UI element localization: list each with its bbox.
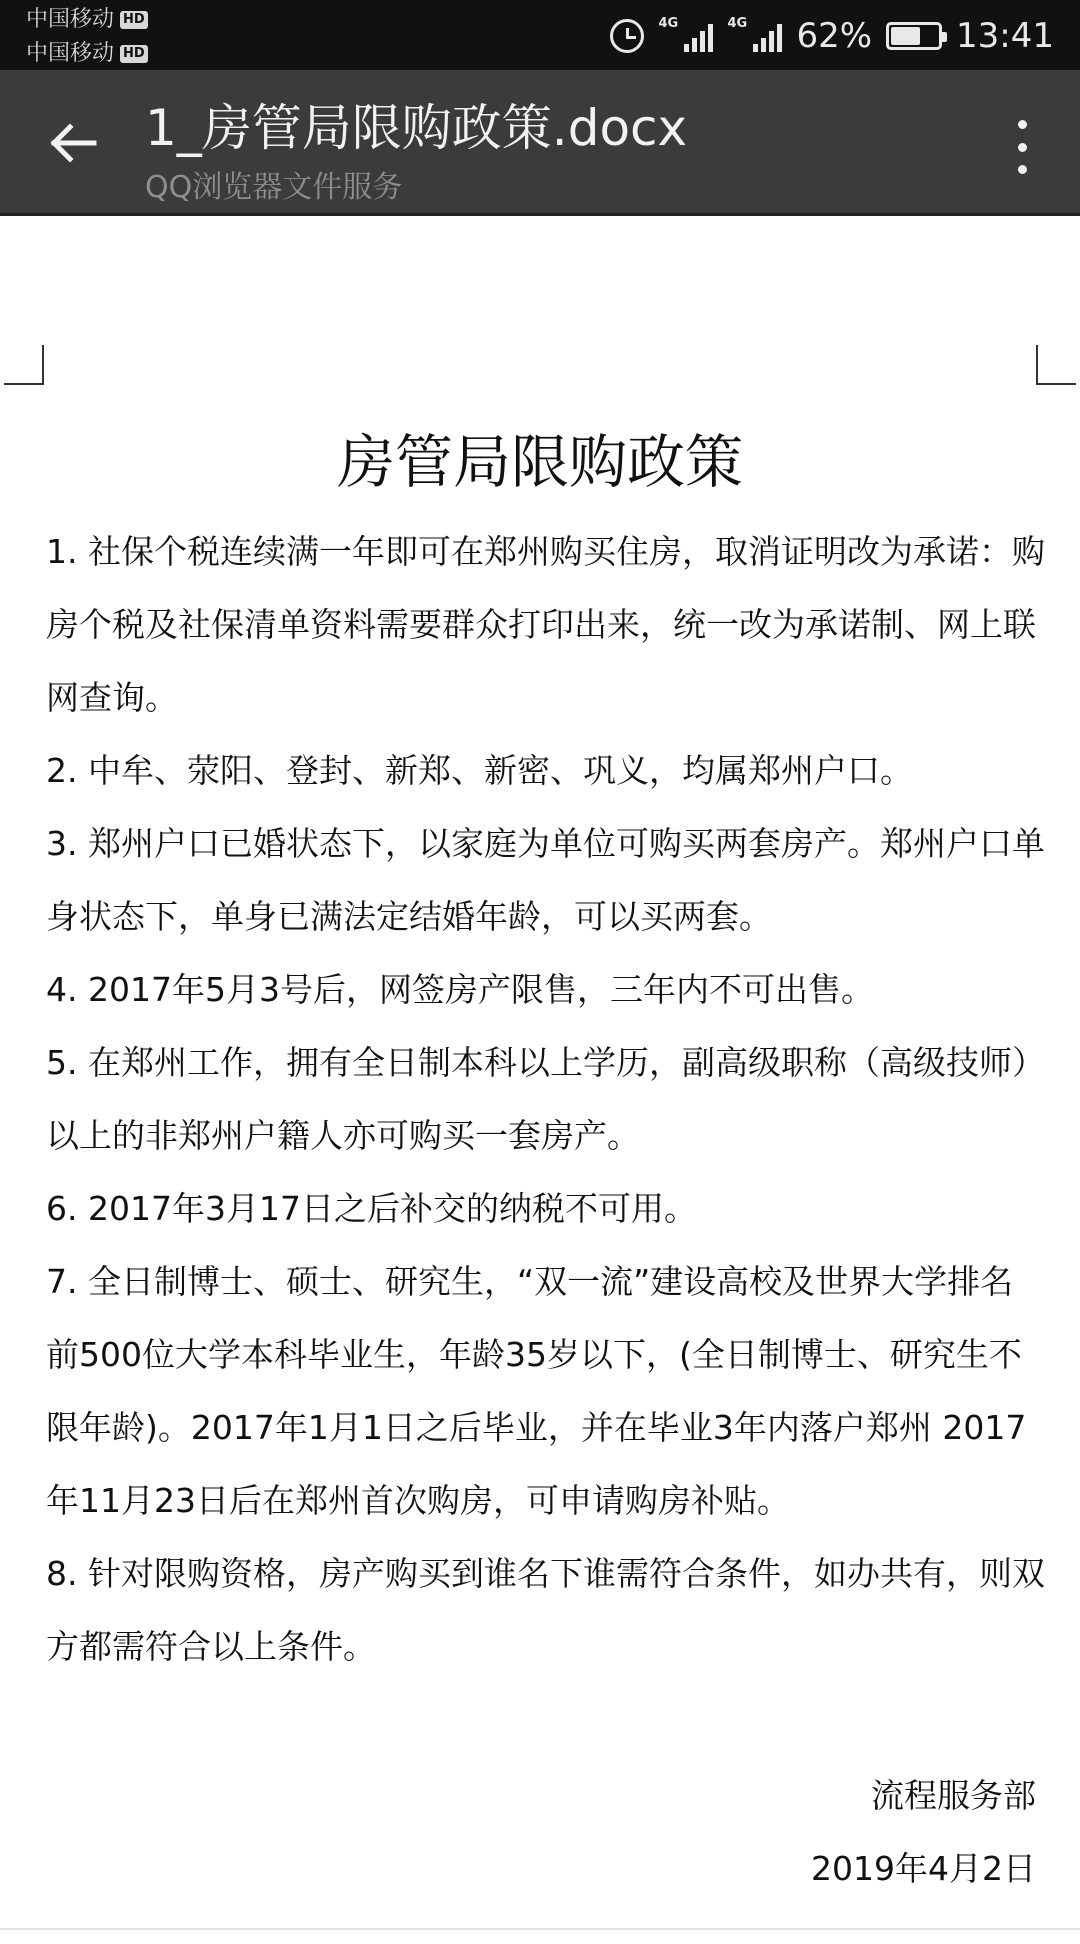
carrier-2 bbox=[26, 40, 148, 68]
paragraph-2: 2. 中牟、荥阳、登封、新郑、新密、巩义，均属郑州户口。 bbox=[46, 751, 913, 790]
clock: 13:41 bbox=[956, 16, 1054, 56]
signal-2-icon bbox=[727, 16, 782, 52]
app-bar bbox=[0, 70, 1080, 216]
signal-1-icon bbox=[658, 16, 713, 52]
arrow-left-icon bbox=[48, 123, 98, 163]
back-button[interactable] bbox=[38, 108, 108, 178]
status-bar bbox=[0, 0, 1080, 70]
alarm-icon bbox=[610, 19, 644, 53]
page-corner-mark-right bbox=[1036, 345, 1076, 385]
carrier-1 bbox=[26, 6, 148, 34]
paragraph-7: 7. 全日制博士、硕士、研究生，“双一流”建设高校及世界大学排名前500位大学本科毕业生，年龄35岁以下，(全日制博士、研究生不限年龄)。2017年1月1日之后毕业，并在毕业3年内落户郑州 2017年11月23日后在郑州首次购房，可申请购房补贴。 bbox=[46, 1262, 1027, 1520]
hd-badge-1: HD bbox=[120, 11, 148, 29]
paragraph-1: 1. 社保个税连续满一年即可在郑州购买住房，取消证明改为承诺：购房个税及社保清单资料需要群众打印出来，统一改为承诺制、网上联网查询。 bbox=[46, 532, 1045, 717]
battery-percent: 62% bbox=[796, 16, 873, 56]
page-bottom-divider bbox=[0, 1928, 1080, 1930]
signature-department: 流程服务部 bbox=[871, 1776, 1036, 1815]
more-dot-icon bbox=[1018, 165, 1027, 174]
document-body bbox=[46, 515, 1046, 1683]
network-1-label: 4G bbox=[658, 16, 679, 31]
more-dot-icon bbox=[1018, 120, 1027, 129]
more-options-button[interactable] bbox=[1002, 114, 1042, 180]
battery-fill bbox=[891, 27, 920, 45]
signature-date: 2019年4月2日 bbox=[811, 1849, 1036, 1888]
paragraph-8: 8. 针对限购资格，房产购买到谁名下谁需符合条件，如办共有，则双方都需符合以上条件。 bbox=[46, 1554, 1045, 1666]
paragraph-4: 4. 2017年5月3号后，网签房产限售，三年内不可出售。 bbox=[46, 970, 874, 1009]
document-page[interactable] bbox=[0, 219, 1080, 1944]
paragraph-6: 6. 2017年3月17日之后补交的纳税不可用。 bbox=[46, 1189, 697, 1228]
carrier-2-label: 中国移动 bbox=[26, 41, 115, 66]
document-subtitle: QQ浏览器文件服务 bbox=[145, 170, 403, 205]
paragraph-5: 5. 在郑州工作，拥有全日制本科以上学历，副高级职称（高级技师）以上的非郑州户籍人亦可购买一套房产。 bbox=[46, 1043, 1045, 1155]
battery-icon bbox=[886, 22, 942, 50]
paragraph-3: 3. 郑州户口已婚状态下，以家庭为单位可购买两套房产。郑州户口单身状态下，单身已满法定结婚年龄，可以买两套。 bbox=[46, 824, 1045, 936]
network-2-label: 4G bbox=[727, 16, 748, 31]
hd-badge-2: HD bbox=[120, 45, 148, 63]
document-heading: 房管局限购政策 bbox=[336, 428, 743, 496]
document-title: 1_房管局限购政策.docx bbox=[145, 99, 688, 157]
status-indicators bbox=[610, 14, 1054, 58]
signature-block bbox=[811, 1759, 1036, 1905]
more-dot-icon bbox=[1018, 143, 1027, 152]
carrier-1-label: 中国移动 bbox=[26, 7, 115, 32]
page-corner-mark-left bbox=[4, 345, 44, 385]
